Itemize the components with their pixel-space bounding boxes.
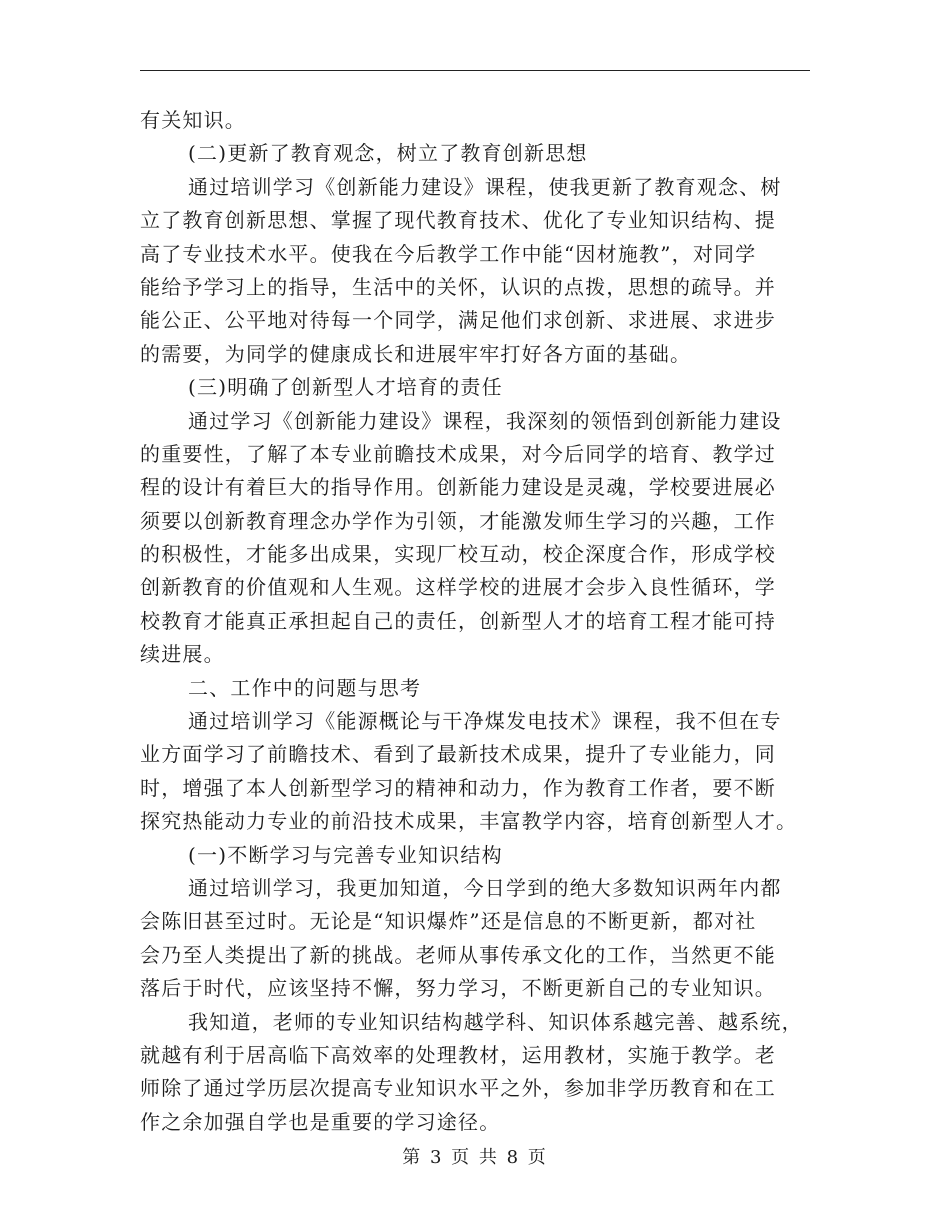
page-footer: 第 3 页 共 8 页 — [402, 1147, 548, 1168]
text-line: 我知道，老师的专业知识结构越学科、知识体系越完善、越系统， — [188, 1009, 803, 1034]
text-line: 的需要，为同学的健康成长和进展牢牢打好各方面的基础。 — [140, 341, 692, 366]
text-line: 时，增强了本人创新型学习的精神和动力，作为教育工作者，要不断 — [140, 775, 776, 800]
text-line: 能给予学习上的指导，生活中的关怀，认识的点拨，思想的疏导。并 — [140, 274, 776, 299]
text-line: 续进展。 — [140, 642, 225, 667]
text-line: 就越有利于居高临下高效率的处理教材，运用教材，实施于教学。老 — [140, 1042, 776, 1067]
text-line: 立了教育创新思想、掌握了现代教育技术、优化了专业知识结构、提 — [140, 208, 776, 233]
text-line: 程的设计有着巨大的指导作用。创新能力建设是灵魂，学校要进展必 — [140, 475, 776, 500]
text-line: 业方面学习了前瞻技术、看到了最新技术成果，提升了专业能力，同 — [140, 742, 776, 767]
text-line: 师除了通过学历层次提高专业知识水平之外，参加非学历教育和在工 — [140, 1076, 776, 1101]
text-line: 二、工作中的问题与思考 — [188, 675, 422, 700]
text-line: 高了专业技术水平。使我在今后教学工作中能“因材施教”，对同学 — [140, 241, 757, 266]
text-line: 会乃至人类提出了新的挑战。老师从事传承文化的工作，当然更不能 — [140, 942, 776, 967]
text-line: 的重要性，了解了本专业前瞻技术成果，对今后同学的培育、教学过 — [140, 441, 776, 466]
text-line: 会陈旧甚至过时。无论是“知识爆炸”还是信息的不断更新，都对社 — [140, 909, 757, 934]
text-line: (一)不断学习与完善专业知识结构 — [188, 842, 503, 867]
text-line: 须要以创新教育理念办学作为引领，才能激发师生学习的兴趣，工作 — [140, 508, 776, 533]
text-line: 落后于时代，应该坚持不懈，努力学习，不断更新自己的专业知识。 — [140, 976, 776, 1001]
text-line: 通过培训学习《创新能力建设》课程，使我更新了教育观念、树 — [188, 174, 782, 199]
text-line: 创新教育的价值观和人生观。这样学校的进展才会步入良性循环，学 — [140, 575, 776, 600]
text-line: 有关知识。 — [140, 108, 246, 132]
text-line: 通过培训学习，我更加知道，今日学到的绝大多数知识两年内都 — [188, 875, 782, 900]
text-line: (三)明确了创新型人才培育的责任 — [188, 375, 503, 400]
text-line: (二)更新了教育观念，树立了教育创新思想 — [188, 141, 588, 166]
text-line: 的积极性，才能多出成果，实现厂校互动，校企深度合作，形成学校 — [140, 542, 776, 567]
body-text — [140, 104, 810, 1139]
text-line: 校教育才能真正承担起自己的责任，创新型人才的培育工程才能可持 — [140, 608, 776, 633]
text-line: 通过学习《创新能力建设》课程，我深刻的领悟到创新能力建设 — [188, 408, 782, 433]
header-rule — [140, 70, 810, 71]
text-line: 作之余加强自学也是重要的学习途径。 — [140, 1109, 501, 1134]
text-line: 能公正、公平地对待每一个同学，满足他们求创新、求进展、求进步 — [140, 308, 776, 333]
text-line: 通过培训学习《能源概论与干净煤发电技术》课程，我不但在专 — [188, 709, 782, 734]
text-line: 探究热能动力专业的前沿技术成果，丰富教学内容，培育创新型人才。 — [140, 809, 798, 834]
